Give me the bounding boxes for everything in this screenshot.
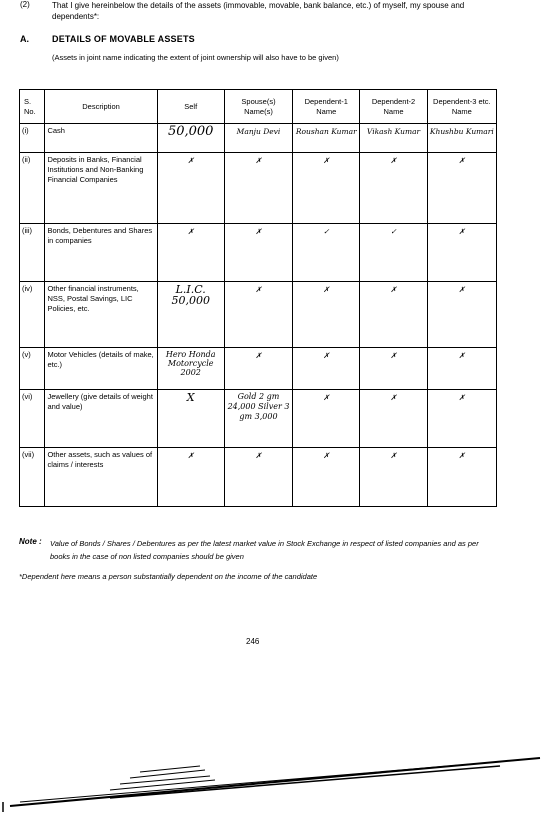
spouse-value: ✗ — [224, 153, 292, 224]
row-sno: (v) — [20, 348, 45, 390]
table-row — [20, 282, 497, 348]
row-description: Deposits in Banks, Financial Institutions and Non-Banking Financial Companies — [45, 153, 157, 224]
section-note: (Assets in joint name indicating the extent of joint ownership will also have to be given) — [52, 53, 339, 62]
dependent-3-value: ✗ — [427, 448, 496, 507]
dependent-1-value: ✗ — [293, 348, 360, 390]
dependent-2-value: ✗ — [360, 448, 427, 507]
self-value: ✗ — [157, 224, 224, 282]
dependent-1-value: ✗ — [293, 282, 360, 348]
header-dependent-1: Dependent-1 Name — [293, 90, 360, 124]
dependent-2-value: Vikash Kumar — [360, 124, 427, 153]
section-title: DETAILS OF MOVABLE ASSETS — [52, 34, 195, 44]
self-value: L.I.C. 50,000 — [157, 282, 224, 348]
note-label: Note : — [19, 537, 42, 546]
dependent-1-value: ✓ — [293, 224, 360, 282]
dependent-2-value: ✗ — [360, 282, 427, 348]
dependent-3-value: ✗ — [427, 282, 496, 348]
table-row — [20, 390, 497, 448]
dependent-3-value: ✗ — [427, 153, 496, 224]
dependent-3-value: Khushbu Kumari — [427, 124, 496, 153]
table-row — [20, 348, 497, 390]
dependent-1-value: Roushan Kumar — [293, 124, 360, 153]
dependent-1-value: ✗ — [293, 448, 360, 507]
table-row — [20, 448, 497, 507]
spouse-value: ✗ — [224, 282, 292, 348]
self-value: Hero Honda Motorcycle 2002 — [157, 348, 224, 390]
header-description: Description — [45, 90, 157, 124]
row-sno: (i) — [20, 124, 45, 153]
table-row — [20, 224, 497, 282]
row-description: Motor Vehicles (details of make, etc.) — [45, 348, 157, 390]
spouse-value: Gold 2 gm 24,000 Silver 3 gm 3,000 — [224, 390, 292, 448]
section-letter: A. — [20, 34, 29, 44]
dependent-1-value: ✗ — [293, 153, 360, 224]
header-self: Self — [157, 90, 224, 124]
dependent-3-value: ✗ — [427, 390, 496, 448]
header-dependent-2: Dependent-2 Name — [360, 90, 427, 124]
page-number: 246 — [246, 637, 260, 646]
spouse-value: ✗ — [224, 224, 292, 282]
intro-text: That I give hereinbelow the details of the assets (immovable, movable, bank balance, etc.) of myself, my spouse and dependents*: — [52, 1, 465, 21]
row-sno: (vi) — [20, 390, 45, 448]
dependent-2-value: ✓ — [360, 224, 427, 282]
dependent-2-value: ✗ — [360, 390, 427, 448]
row-sno: (vii) — [20, 448, 45, 507]
self-value: 50,000 — [157, 124, 224, 153]
dependent-footnote: *Dependent here means a person substantially dependent on the income of the candidate — [19, 572, 318, 581]
self-value: ✗ — [157, 448, 224, 507]
row-description: Jewellery (give details of weight and value) — [45, 390, 157, 448]
dependent-3-value: ✗ — [427, 224, 496, 282]
row-sno: (ii) — [20, 153, 45, 224]
self-value: ✗ — [157, 153, 224, 224]
table-row — [20, 124, 497, 153]
dependent-2-value: ✗ — [360, 153, 427, 224]
header-sno: S. No. — [20, 90, 45, 124]
dependent-1-value: ✗ — [293, 390, 360, 448]
header-spouse: Spouse(s) Name(s) — [224, 90, 292, 124]
row-description: Cash — [45, 124, 157, 153]
self-value: X — [157, 390, 224, 448]
table-header-row — [20, 90, 497, 124]
movable-assets-table — [19, 89, 497, 507]
table-row — [20, 153, 497, 224]
row-sno: (iv) — [20, 282, 45, 348]
row-description: Other financial instruments, NSS, Postal Savings, LIC Policies, etc. — [45, 282, 157, 348]
spouse-value: ✗ — [224, 348, 292, 390]
dependent-3-value: ✗ — [427, 348, 496, 390]
intro-number: (2) — [20, 0, 30, 9]
spouse-value: Manju Devi — [224, 124, 292, 153]
dependent-2-value: ✗ — [360, 348, 427, 390]
spouse-value: ✗ — [224, 448, 292, 507]
note-text: Value of Bonds / Shares / Debentures as per the latest market value in Stock Exchange in respect of listed companies and as per books in the case of non listed companies should be given — [50, 539, 479, 561]
header-dependent-3: Dependent-3 etc. Name — [427, 90, 496, 124]
row-sno: (iii) — [20, 224, 45, 282]
row-description: Bonds, Debentures and Shares in companies — [45, 224, 157, 282]
row-description: Other assets, such as values of claims / interests — [45, 448, 157, 507]
scan-artifact-lines — [0, 740, 546, 813]
